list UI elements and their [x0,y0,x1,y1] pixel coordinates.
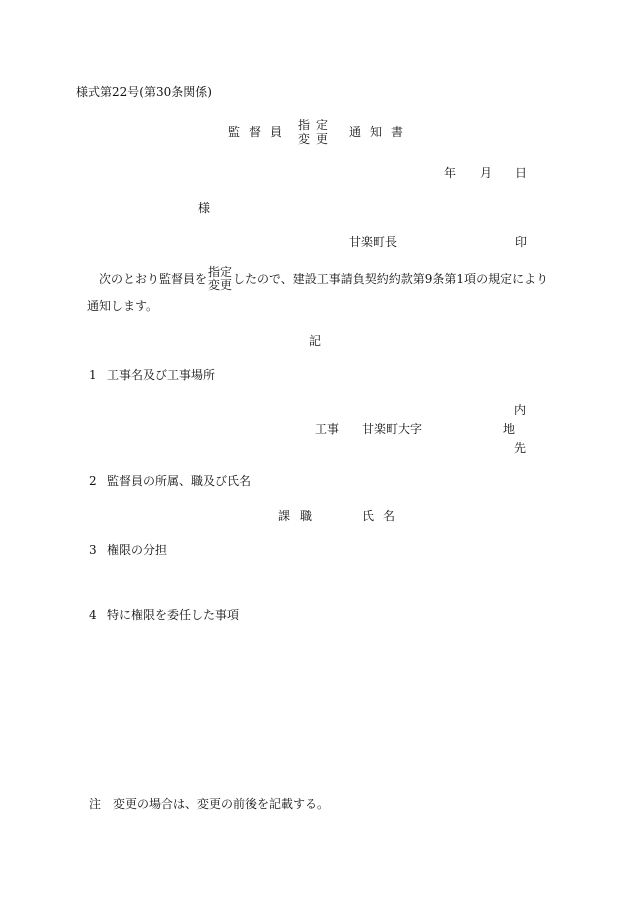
title-suffix: 通知書 [349,125,413,139]
item-2-label: 監督員の所属、職及び氏名 [107,474,252,488]
body-line-1 [99,266,548,296]
form-number: 様式第22号(第30条関係) [76,85,212,99]
body-rest: したので、建設工事請負契約約款第9条第1項の規定により [233,272,549,286]
title-choice [298,118,334,146]
item-4-label: 特に権限を委任した事項 [107,608,240,622]
person-section: 課 [278,509,291,523]
body-choice [208,266,232,292]
title-choice-bottom: 変更 [298,132,335,146]
date-year: 年 [444,166,457,180]
item-3-label: 権限の分担 [107,543,168,557]
item-1-number: 1 [89,368,97,382]
date-day: 日 [515,166,528,180]
construction-koji: 工事 [315,422,340,436]
note-mark: 注 [89,797,102,811]
body-line-2: 通知します。 [87,299,159,313]
title-choice-top: 指定 [298,118,335,132]
location-bottom: 先 [514,441,527,455]
item-2-number: 2 [89,474,97,488]
sender-name: 甘楽町長 [349,235,398,249]
item-3-number: 3 [89,543,97,557]
sender-seal: 印 [515,235,528,249]
location-top: 内 [514,403,527,417]
note-text: 変更の場合は、変更の前後を記載する。 [113,797,330,811]
addressee-suffix: 様 [198,201,211,215]
title-prefix: 監督員 [228,125,292,139]
person-name: 氏名 [362,509,405,523]
body-choice-bottom: 変更 [208,278,233,292]
body-choice-top: 指定 [208,265,233,279]
construction-place: 甘楽町大字 [362,422,423,436]
person-post: 職 [300,509,313,523]
body-lead: 次のとおり監督員を [99,272,208,286]
item-4-number: 4 [89,608,97,622]
date-month: 月 [480,166,493,180]
item-1-label: 工事名及び工事場所 [107,368,216,382]
ki-heading: 記 [309,334,322,348]
location-mid: 地 [503,422,516,436]
